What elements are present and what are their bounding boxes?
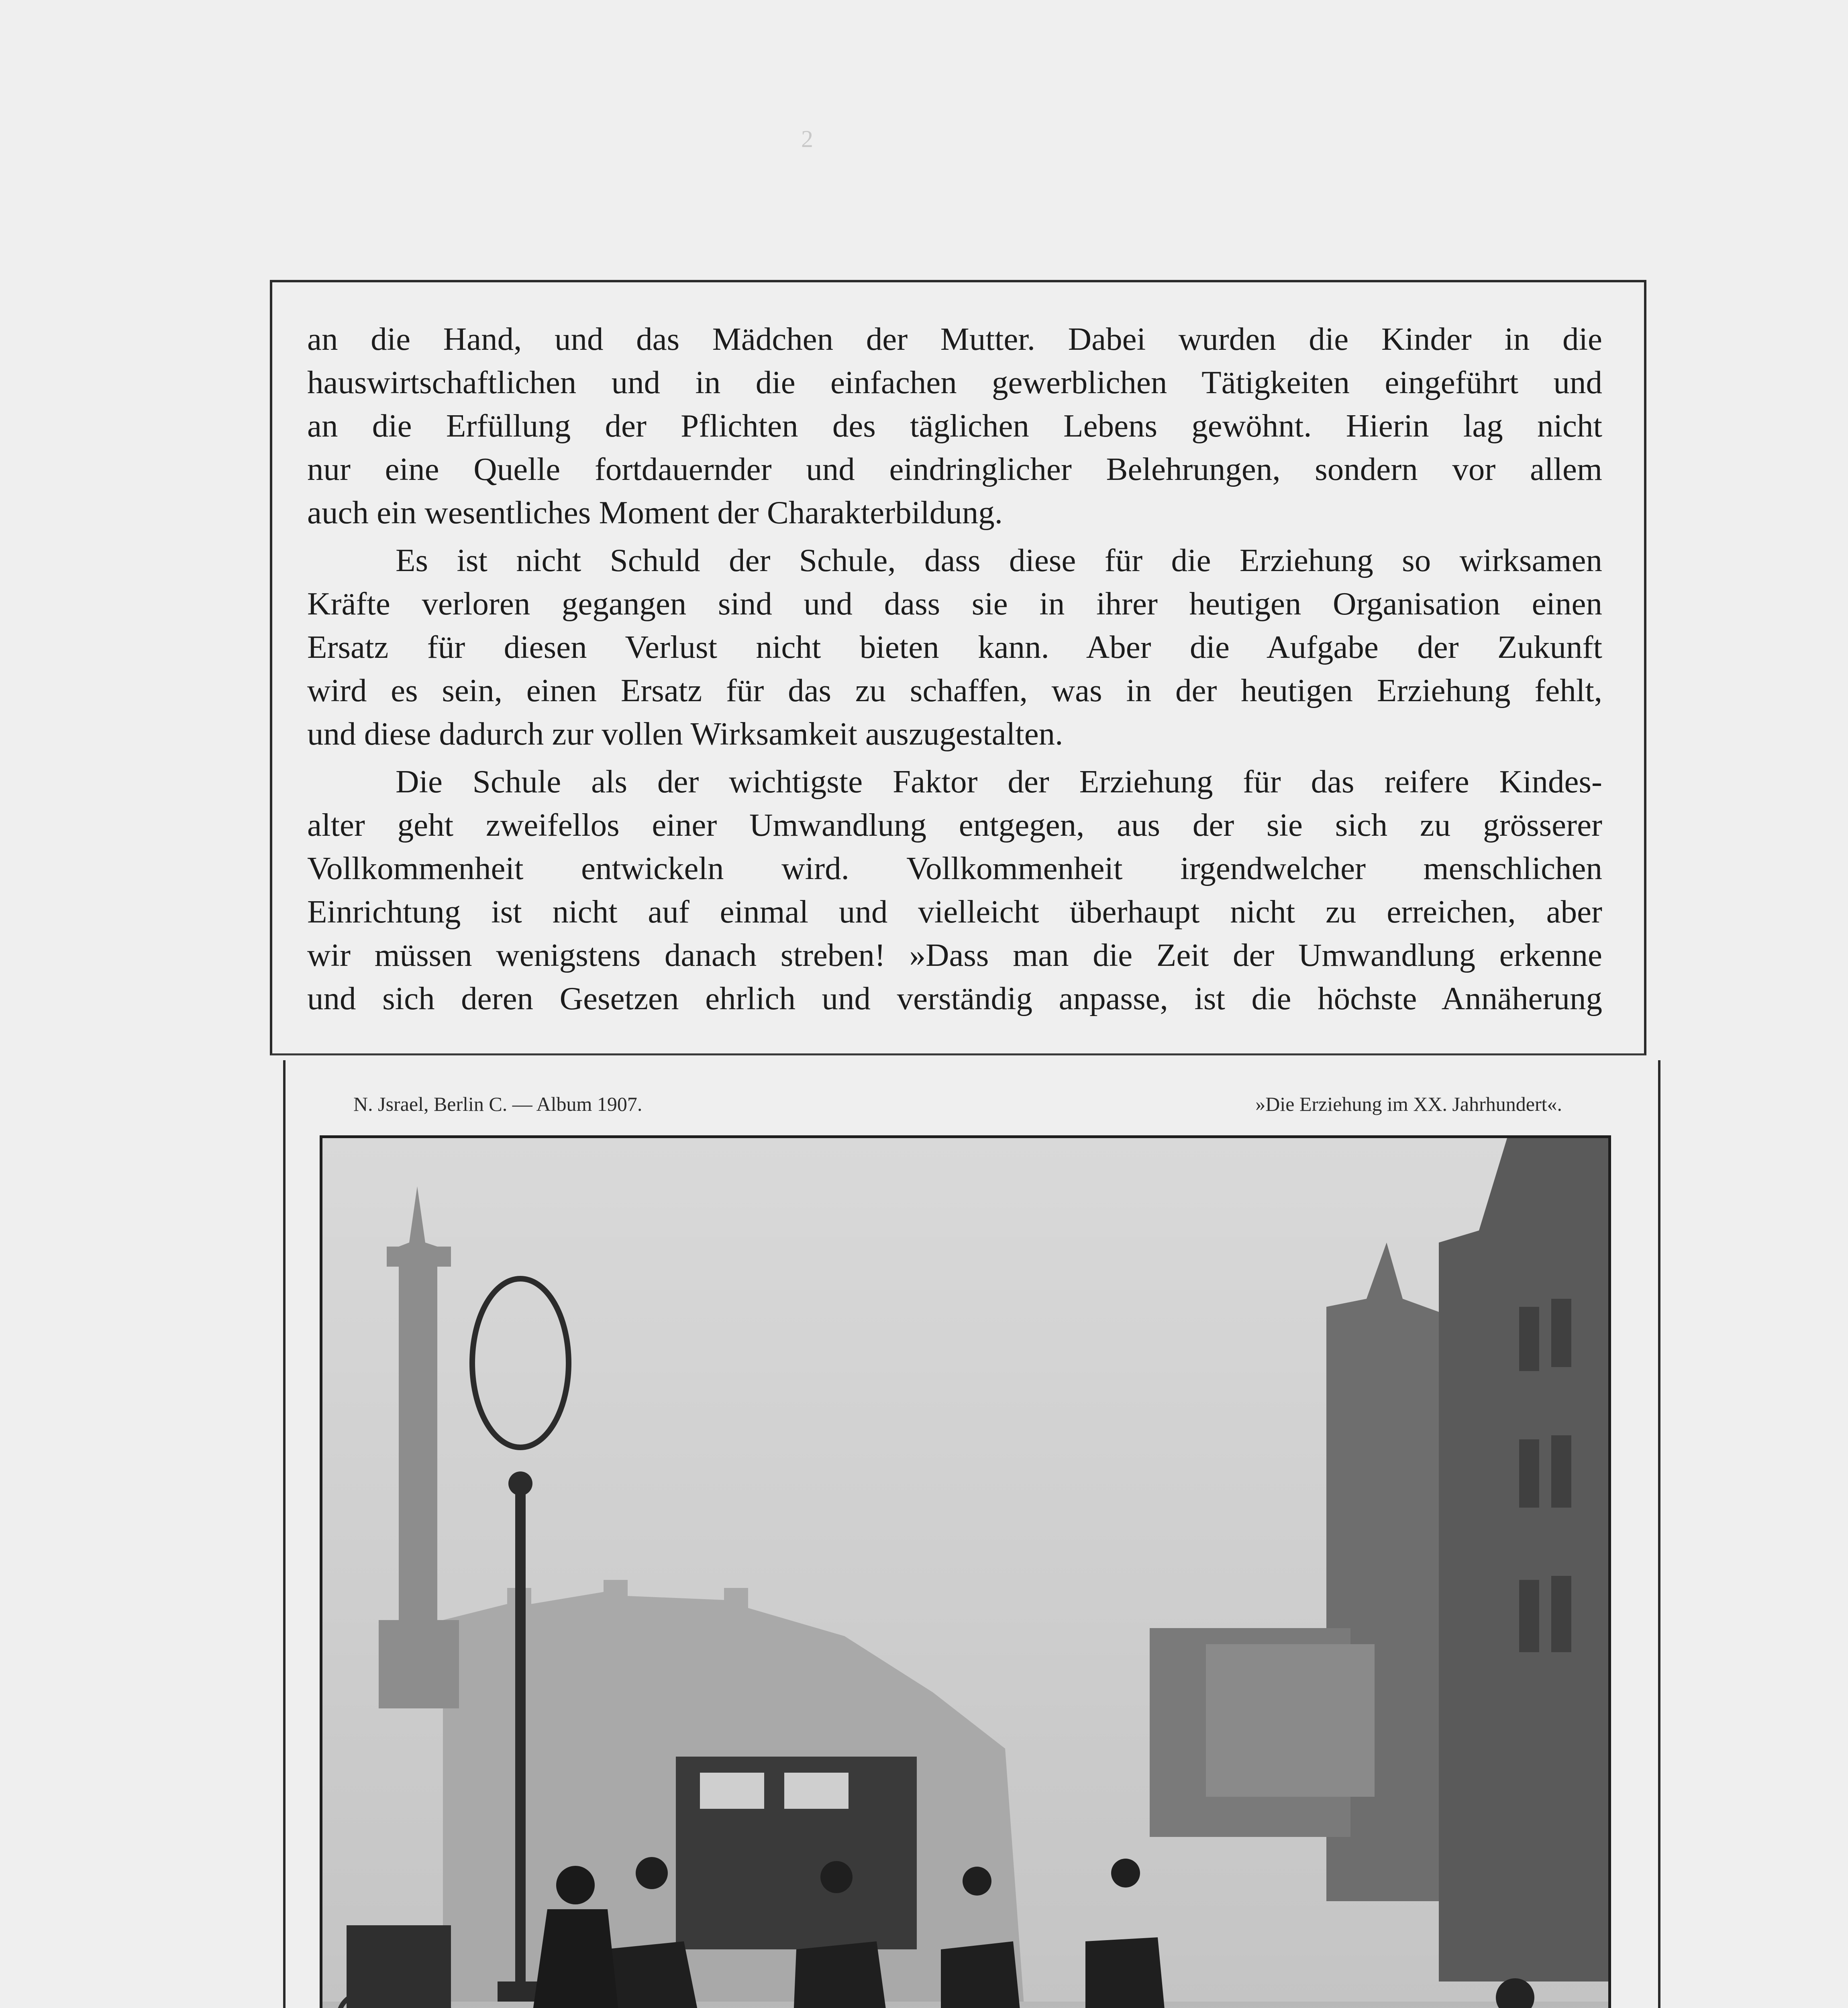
omnibus — [676, 1757, 917, 1949]
plate-header — [353, 1092, 1562, 1116]
paragraph — [307, 317, 1602, 534]
paragraph — [307, 539, 1602, 755]
text-line: Einrichtung ist nicht auf einmal und vielleicht überhaupt nicht zu erreichen, aber — [307, 894, 1602, 930]
text-line: auch ein wesentliches Moment der Charakterbildung. — [307, 494, 1003, 531]
page-number-mark: 2 — [801, 126, 813, 152]
paragraph — [307, 760, 1602, 1020]
text-line: wir müssen wenigstens danach streben! »Dass man die Zeit der Umwandlung erkenne — [307, 937, 1602, 973]
text-line: nur eine Quelle fortdauernder und eindringlicher Belehrungen, sondern vor allem — [307, 451, 1602, 487]
carriage — [339, 1925, 461, 2008]
text-line: alter geht zweifellos einer Umwandlung entgegen, aus der sie sich zu grösserer — [307, 807, 1602, 843]
photograph — [320, 1135, 1611, 2008]
text-line: und diese dadurch zur vollen Wirksamkeit auszugestalten. — [307, 716, 1063, 752]
photograph-illustration — [322, 1138, 1608, 2008]
publisher-credit: N. Jsrael, Berlin C. — Album 1907. — [353, 1093, 643, 1115]
text-line: Ersatz für diesen Verlust nicht bieten kann. Aber die Aufgabe der Zukunft — [307, 629, 1602, 665]
body-text — [307, 317, 1602, 1020]
series-title: »Die Erziehung im XX. Jahrhundert«. — [1255, 1093, 1562, 1115]
text-line: Vollkommenheit entwickeln wird. Vollkommenheit irgendwelcher menschlichen — [307, 850, 1602, 886]
text-line: Kräfte verloren gegangen sind und dass sie in ihrer heutigen Organisation einen — [307, 586, 1602, 622]
text-line: und sich deren Gesetzen ehrlich und verständig anpasse, ist die höchste Annäherung — [307, 980, 1602, 1016]
text-line: Es ist nicht Schuld der Schule, dass diese für die Erziehung so wirksamen — [396, 542, 1602, 578]
text-line: Die Schule als der wichtigste Faktor der Erziehung für das reifere Kindes- — [396, 763, 1602, 800]
text-line: an die Hand, und das Mädchen der Mutter. Dabei wurden die Kinder in die — [307, 321, 1602, 357]
text-line: wird es sein, einen Ersatz für das zu schaffen, was in der heutigen Erziehung fehlt, — [307, 672, 1602, 708]
text-line: an die Erfüllung der Pflichten des täglichen Lebens gewöhnt. Hierin lag nicht — [307, 408, 1602, 444]
text-line: hauswirtschaftlichen und in die einfachen gewerblichen Tätigkeiten eingeführt und — [307, 364, 1602, 400]
